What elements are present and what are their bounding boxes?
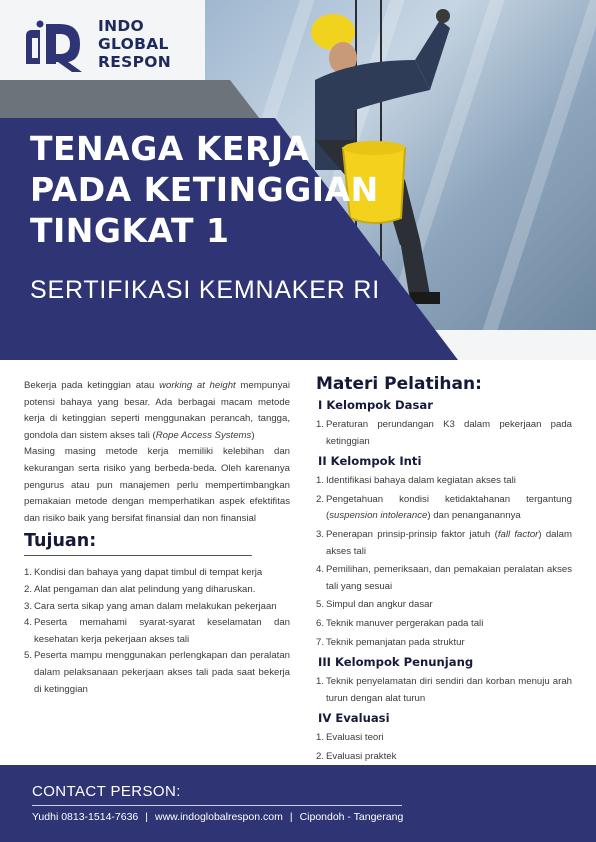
brand-line-2: GLOBAL	[98, 35, 169, 53]
list-item: 2. Pengetahuan kondisi ketidaktahanan tergantung (suspension intolerance) dan penanganannya	[316, 493, 572, 522]
intro-p1-em: working at height	[159, 380, 236, 391]
intro-paragraph-1	[24, 378, 290, 444]
list-item: 1. Peraturan perundangan K3 dalam pekerjaan pada ketinggian	[316, 419, 572, 447]
brand-mark-icon	[20, 14, 88, 74]
contact-phone: Yudhi 0813-1514-7636	[32, 811, 139, 823]
page-subtitle: SERTIFIKASI KEMNAKER RI	[30, 276, 380, 304]
brand-logo	[20, 14, 171, 74]
contact-info	[32, 811, 403, 823]
tujuan-list	[24, 565, 290, 698]
brand-line-1: INDO	[98, 17, 144, 35]
tujuan-divider	[24, 555, 252, 556]
separator: |	[289, 811, 293, 823]
title-line-1: TENAGA KERJA	[30, 129, 310, 168]
intro-text	[24, 378, 290, 527]
list-item: 4. Peserta memahami syarat-syarat keselamatan dan kesehatan kerja pekerjaan akses tali	[24, 617, 290, 645]
list-item: 3. Penerapan prinsip-prinsip faktor jatuh (fall factor) dalam akses tali	[316, 528, 572, 557]
intro-paragraph-2: Masing masing metode kerja memiliki kelebihan dan kekurangan serta risiko yang berbeda-beda. Oleh karenanya pengurus atau pun manajemen perlu mempertimbangkan pemakaian metode dengan memperhatikan aspek efektifitas dan risiko baik yang bersifat finansial dan non finansial	[24, 446, 290, 524]
group-inti-list	[316, 473, 572, 651]
list-item: 1. Evaluasi teori	[316, 732, 384, 744]
left-column	[24, 378, 290, 698]
contact-location: Cipondoh - Tangerang	[299, 811, 404, 823]
intro-p1-em2: Rope Access Systems	[155, 429, 252, 441]
group-inti-title: II Kelompok Inti	[318, 454, 422, 469]
list-item: 5. Peserta mampu menggunakan perlengkapan dan peralatan dalam pelaksanaan pekerjaan akses tali pada saat bekerja di ketinggian	[24, 650, 290, 695]
list-item: 3. Cara serta sikap yang aman dalam melakukan pekerjaan	[24, 600, 277, 612]
group-penunjang-title: III Kelompok Penunjang	[318, 655, 474, 670]
title-line-3: TINGKAT 1	[30, 211, 230, 250]
intro-p1-b: mempunyai potensi bahaya yang besar. Ada berbagai macam metode kerja di ketinggian seperti menggunakan perancah, tangga, gondola dan sistem akses tali (	[24, 380, 290, 441]
separator: |	[145, 811, 148, 823]
list-item: 5. Simpul dan angkur dasar	[316, 599, 433, 611]
hero-banner	[0, 0, 596, 360]
list-item: 6. Teknik manuver pergerakan pada tali	[316, 617, 484, 629]
contact-footer	[0, 765, 596, 842]
group-dasar-list	[316, 417, 572, 450]
intro-p1-a: Bekerja pada ketinggian atau	[24, 380, 160, 391]
intro-p1-c: )	[251, 429, 255, 441]
footer-divider	[32, 805, 402, 806]
main-content	[0, 360, 596, 765]
group-evaluasi-title: IV Evaluasi	[318, 711, 390, 726]
title-line-2: PADA KETINGGIAN	[30, 170, 379, 209]
brand-name	[98, 17, 171, 71]
list-item: 1. Kondisi dan bahaya yang dapat timbul di tempat kerja	[24, 567, 263, 579]
contact-title: CONTACT PERSON:	[32, 783, 181, 800]
tujuan-heading: Tujuan:	[24, 531, 97, 552]
group-evaluasi-list	[316, 730, 572, 765]
materi-heading: Materi Pelatihan:	[316, 374, 482, 394]
list-item: 2. Alat pengaman dan alat pelindung yang diharuskan.	[24, 583, 256, 595]
group-dasar-title: I Kelompok Dasar	[318, 398, 433, 412]
contact-website[interactable]: www.indoglobalrespon.com	[155, 811, 283, 823]
list-item: 7. Teknik pemanjatan pada struktur	[316, 636, 465, 648]
list-item: 1. Teknik penyelamatan diri sendiri dan korban menuju arah turun dengan alat turun	[316, 676, 572, 704]
group-penunjang-list	[316, 674, 572, 707]
page-title	[30, 128, 379, 251]
brand-line-3: RESPON	[98, 53, 171, 71]
list-item: 1. Identifikasi bahaya dalam kegiatan akses tali	[316, 475, 516, 487]
list-item: 2. Evaluasi praktek	[316, 750, 397, 762]
list-item: 4. Pemilihan, pemeriksaan, dan pemakaian peralatan akses tali yang sesuai	[316, 564, 572, 592]
right-column	[316, 374, 572, 768]
